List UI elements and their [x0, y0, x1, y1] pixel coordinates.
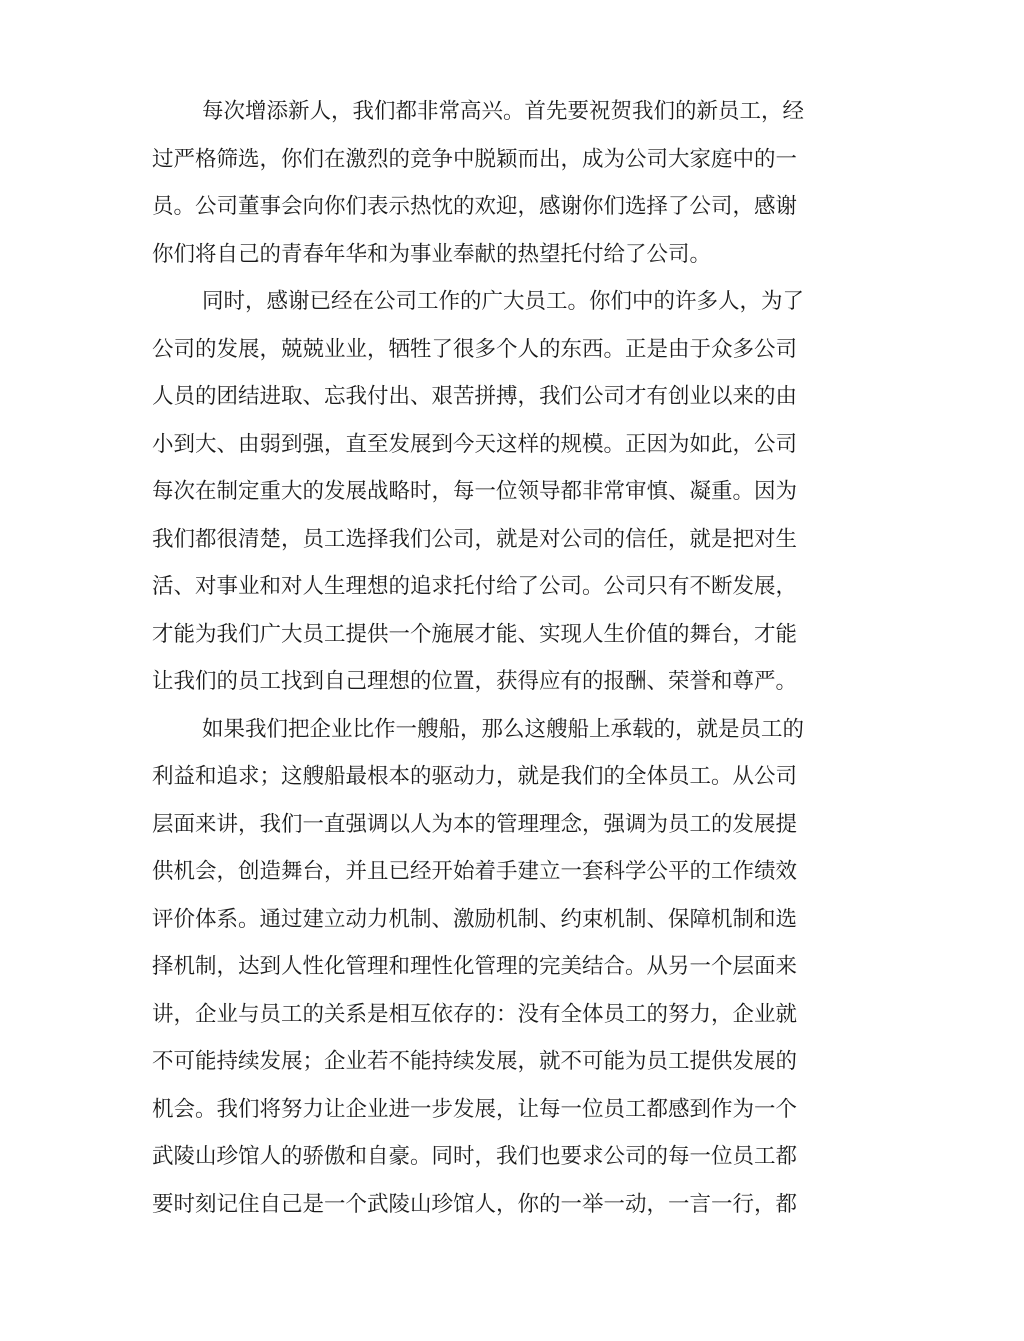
paragraph-3	[152, 706, 832, 1229]
document-body	[152, 88, 832, 1228]
paragraph-2	[152, 278, 832, 706]
paragraph-line: 人员的团结进取、忘我付出、艰苦拼搏，我们公司才有创业以来的由	[152, 384, 798, 409]
paragraph-line: 如果我们把企业比作一艘船，那么这艘船上承载的，就是员工的	[202, 716, 805, 742]
paragraph-line: 小到大、由弱到强，直至发展到今天这样的规模。正因为如此，公司	[152, 431, 798, 457]
paragraph-line: 利益和追求；这艘船最根本的驱动力，就是我们的全体员工。从公司	[152, 764, 798, 789]
paragraph-1	[152, 88, 832, 278]
paragraph-line: 活、对事业和对人生理想的追求托付给了公司。公司只有不断发展，	[152, 574, 798, 599]
paragraph-line: 才能为我们广大员工提供一个施展才能、实现人生价值的舞台，才能	[152, 621, 798, 647]
paragraph-line: 公司的发展，兢兢业业，牺牲了很多个人的东西。正是由于众多公司	[152, 336, 798, 362]
paragraph-line: 你们将自己的青春年华和为事业奉献的热望托付给了公司。	[152, 241, 712, 267]
paragraph-line: 不可能持续发展；企业若不能持续发展，就不可能为员工提供发展的	[152, 1049, 798, 1074]
paragraph-line: 过严格筛选，你们在激烈的竞争中脱颖而出，成为公司大家庭中的一	[152, 146, 798, 172]
paragraph-line: 层面来讲，我们一直强调以人为本的管理理念，强调为员工的发展提	[152, 811, 798, 837]
paragraph-line: 同时，感谢已经在公司工作的广大员工。你们中的许多人，为了	[202, 289, 805, 314]
paragraph-line: 每次在制定重大的发展战略时，每一位领导都非常审慎、凝重。因为	[152, 479, 798, 504]
paragraph-line: 让我们的员工找到自己理想的位置，获得应有的报酬、荣誉和尊严。	[152, 669, 798, 694]
paragraph-line: 评价体系。通过建立动力机制、激励机制、约束机制、保障机制和选	[152, 906, 798, 932]
paragraph-line: 要时刻记住自己是一个武陵山珍馆人，你的一举一动，一言一行，都	[152, 1191, 798, 1217]
paragraph-line: 供机会，创造舞台，并且已经开始着手建立一套科学公平的工作绩效	[152, 859, 798, 884]
paragraph-line: 员。公司董事会向你们表示热忱的欢迎，感谢你们选择了公司，感谢	[152, 194, 798, 219]
paragraph-line: 择机制，达到人性化管理和理性化管理的完美结合。从另一个层面来	[152, 954, 798, 979]
paragraph-line: 讲，企业与员工的关系是相互依存的：没有全体员工的努力，企业就	[152, 1001, 798, 1027]
paragraph-line: 每次增添新人，我们都非常高兴。首先要祝贺我们的新员工，经	[202, 99, 805, 124]
paragraph-line: 我们都很清楚，员工选择我们公司，就是对公司的信任，就是把对生	[152, 526, 798, 552]
paragraph-line: 武陵山珍馆人的骄傲和自豪。同时，我们也要求公司的每一位员工都	[152, 1144, 798, 1169]
paragraph-line: 机会。我们将努力让企业进一步发展，让每一位员工都感到作为一个	[152, 1096, 798, 1122]
